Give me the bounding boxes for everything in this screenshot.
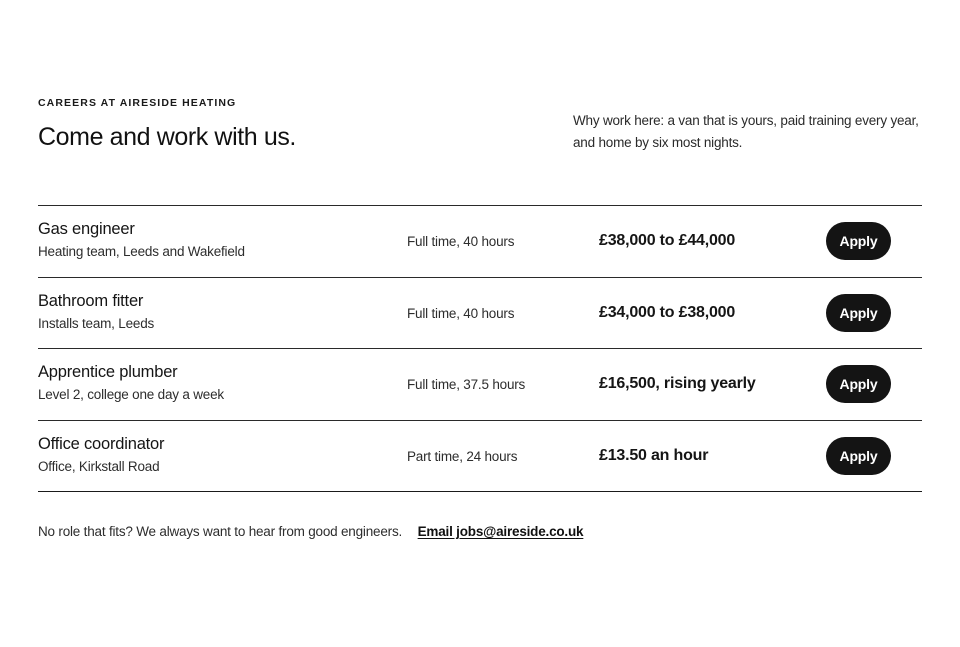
job-subtitle: Heating team, Leeds and Wakefield (38, 244, 245, 259)
job-pay: £16,500, rising yearly (599, 375, 756, 392)
job-pay: £38,000 to £44,000 (599, 232, 736, 249)
job-subtitle: Installs team, Leeds (38, 315, 155, 331)
job-title: Office coordinator (38, 434, 165, 453)
job-subtitle: Level 2, college one day a week (38, 387, 224, 402)
job-row-bathroom-fitter (38, 278, 922, 350)
job-title: Apprentice plumber (38, 363, 178, 381)
job-list (38, 205, 922, 492)
email-jobs-link[interactable]: Email jobs@aireside.co.uk (417, 524, 584, 539)
job-title: Bathroom fitter (38, 291, 144, 310)
job-hours: Full time, 40 hours (407, 234, 515, 249)
job-row-office-coordinator (38, 421, 922, 493)
job-hours: Part time, 24 hours (407, 448, 518, 464)
page-title: Come and work with us. (38, 123, 296, 151)
job-pay: £13.50 an hour (599, 446, 709, 464)
apply-button-apprentice-plumber[interactable]: Apply (826, 365, 891, 403)
apply-button-gas-engineer[interactable]: Apply (826, 222, 891, 260)
job-pay: £34,000 to £38,000 (599, 303, 736, 321)
careers-header (38, 97, 922, 177)
job-subtitle: Office, Kirkstall Road (38, 458, 160, 474)
footer-text: No role that fits? We always want to hear from good engineers. (38, 524, 403, 539)
job-row-apprentice-plumber (38, 349, 922, 421)
job-row-gas-engineer (38, 206, 922, 278)
eyebrow-label: CAREERS AT AIRESIDE HEATING (38, 97, 237, 109)
apply-button-office-coordinator[interactable]: Apply (826, 437, 891, 475)
job-hours: Full time, 40 hours (407, 305, 515, 321)
why-work-here-text: Why work here: a van that is yours, paid training every year, and home by six most nights. (573, 113, 919, 150)
job-title: Gas engineer (38, 220, 135, 238)
footer (38, 524, 922, 539)
job-hours: Full time, 37.5 hours (407, 377, 526, 392)
apply-button-bathroom-fitter[interactable]: Apply (826, 294, 891, 332)
